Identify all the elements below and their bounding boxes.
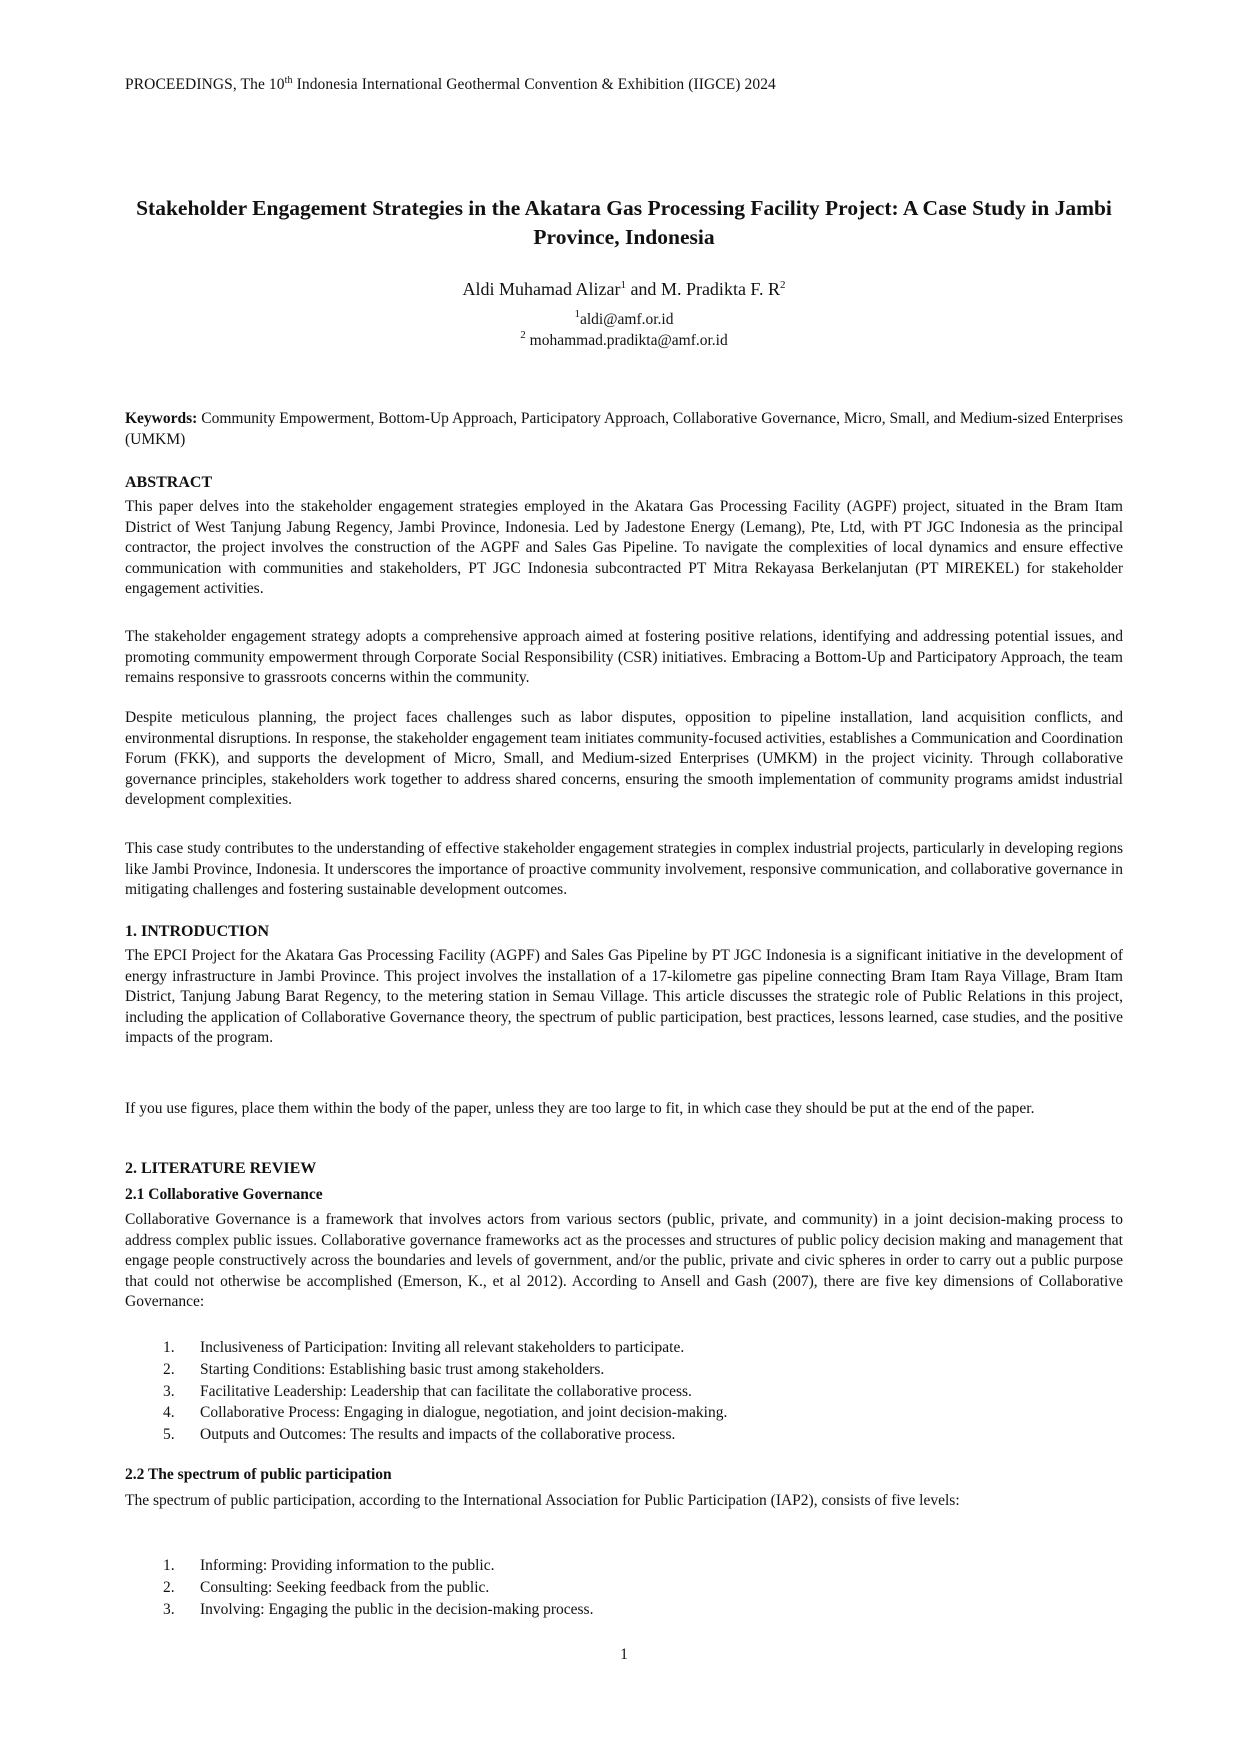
list-item-text: Inclusiveness of Participation: Inviting all relevant stakeholders to participate.	[200, 1339, 685, 1356]
collaborative-governance-paragraph: Collaborative Governance is a framework that involves actors from various sectors (public, private, and community) in a joint decision-making process to address complex public issues. Collaborative governance frameworks act as the processes and structures of public policy decision making and management that engage people constructively across the boundaries and levels of government, and/or the public, private and civic spheres in order to carry out a public purpose that could not otherwise be accomplished (Emerson, K., et al 2012). According to Ansell and Gash (2007), there are five key dimensions of Collaborative Governance:	[125, 1211, 1123, 1310]
list-item	[125, 1381, 727, 1403]
email-2-sup: 2	[520, 329, 526, 341]
list-item	[125, 1337, 727, 1359]
list-item-text: Starting Conditions: Establishing basic trust among stakeholders.	[200, 1360, 605, 1378]
list-item-number: 5.	[163, 1426, 175, 1444]
email-1-sup: 1	[574, 308, 580, 320]
list-item-text: Consulting: Seeking feedback from the public.	[200, 1578, 490, 1596]
list-item	[125, 1599, 593, 1621]
author-1: Aldi Muhamad Alizar	[462, 279, 621, 299]
list-item-number: 3.	[163, 1382, 175, 1400]
abstract-heading: ABSTRACT	[125, 474, 213, 491]
list-item	[125, 1424, 727, 1446]
email-1-address: aldi@amf.or.id	[580, 311, 674, 328]
list-item-number: 1.	[163, 1557, 175, 1574]
abstract-paragraph-3: Despite meticulous planning, the project faces challenges such as labor disputes, opposition to pipeline installation, land acquisition conflicts, and environmental disruptions. In response, the stakeholder engagement team initiates community-focused activities, establishes a Communication and Coordination Forum (FKK), and supports the development of Micro, Small, and Medium-sized Enterprises (UMKM) in the project vicinity. Through collaborative governance principles, stakeholders work together to address shared concerns, ensuring the smooth implementation of community programs amidst industrial development complexities.	[125, 709, 1123, 808]
authors-line	[125, 279, 1123, 300]
header-prefix: PROCEEDINGS, The 10	[125, 76, 285, 93]
list-item-text: Collaborative Process: Engaging in dialogue, negotiation, and joint decision-making.	[200, 1404, 728, 1422]
proceedings-header	[125, 76, 776, 94]
keywords-label: Keywords:	[125, 410, 198, 427]
list-item-number: 2.	[163, 1360, 175, 1378]
public-participation-paragraph: The spectrum of public participation, according to the International Association for Public Participation (IAP2), consists of five levels:	[125, 1492, 960, 1509]
page-number: 1	[620, 1646, 628, 1663]
author-2-affiliation: 2	[780, 279, 786, 291]
list-item-text: Facilitative Leadership: Leadership that can facilitate the collaborative process.	[200, 1382, 692, 1400]
author-1-affiliation: 1	[620, 279, 626, 291]
list-item	[125, 1402, 727, 1424]
header-suffix: Indonesia International Geothermal Convention & Exhibition (IIGCE) 2024	[292, 76, 776, 93]
introduction-heading: 1. INTRODUCTION	[125, 923, 270, 940]
list-item-text: Outputs and Outcomes: The results and impacts of the collaborative process.	[200, 1426, 676, 1444]
keywords-text: Community Empowerment, Bottom-Up Approach, Participatory Approach, Collaborative Governance, Micro, Small, and Medium-sized Enterprises (UMKM)	[125, 410, 1123, 448]
paper-page	[125, 0, 1123, 1754]
authors-joiner: and	[625, 279, 661, 299]
introduction-paragraph-2: If you use figures, place them within the body of the paper, unless they are too large to fit, in which case they should be put at the end of the paper.	[125, 1100, 1035, 1117]
list-item	[125, 1359, 727, 1381]
participation-levels-list	[125, 1555, 593, 1620]
list-item-text: Involving: Engaging the public in the decision-making process.	[200, 1600, 594, 1618]
abstract-paragraph-2: The stakeholder engagement strategy adopts a comprehensive approach aimed at fostering positive relations, identifying and addressing potential issues, and promoting community empowerment through Corporate Social Responsibility (CSR) initiatives. Embracing a Bottom-Up and Participatory Approach, the team remains responsive to grassroots concerns within the community.	[125, 628, 1123, 686]
list-item	[125, 1577, 593, 1599]
keywords-paragraph	[125, 409, 1123, 450]
public-participation-heading: 2.2 The spectrum of public participation	[125, 1466, 392, 1483]
email-2-address: mohammad.pradikta@amf.or.id	[525, 332, 728, 349]
list-item-number: 1.	[163, 1339, 175, 1356]
collaborative-governance-heading: 2.1 Collaborative Governance	[125, 1186, 323, 1203]
literature-review-heading: 2. LITERATURE REVIEW	[125, 1160, 317, 1177]
header-sup: th	[284, 75, 293, 86]
abstract-paragraph-4: This case study contributes to the understanding of effective stakeholder engagement strategies in complex industrial projects, particularly in developing regions like Jambi Province, Indonesia. It underscores the importance of proactive community involvement, responsive communication, and collaborative governance in mitigating challenges and fostering sustainable development outcomes.	[125, 840, 1123, 898]
introduction-paragraph-1: The EPCI Project for the Akatara Gas Processing Facility (AGPF) and Sales Gas Pipeline by PT JGC Indonesia is a significant initiative in the development of energy infrastructure in Jambi Province. This project involves the installation of a 17-kilometre gas pipeline connecting Bram Itam Raya Village, Bram Itam District, Tanjung Jabung Barat Regency, to the metering station in Semau Village. This article discusses the strategic role of Public Relations in this project, including the application of Collaborative Governance theory, the spectrum of public participation, best practices, lessons learned, case studies, and the positive impacts of the program.	[125, 947, 1123, 1046]
governance-dimensions-list	[125, 1337, 727, 1446]
list-item-number: 4.	[163, 1404, 175, 1422]
list-item-number: 2.	[163, 1578, 175, 1596]
list-item	[125, 1555, 593, 1577]
email-2	[125, 329, 1123, 350]
list-item-number: 3.	[163, 1600, 175, 1618]
abstract-paragraph-1: This paper delves into the stakeholder engagement strategies employed in the Akatara Gas Processing Facility (AGPF) project, situated in the Bram Itam District of West Tanjung Jabung Regency, Jambi Province, Indonesia. Led by Jadestone Energy (Lemang), Pte, Ltd, with PT JGC Indonesia as the principal contractor, the project involves the construction of the AGPF and Sales Gas Pipeline. To navigate the complexities of local dynamics and ensure effective communication with communities and stakeholders, PT JGC Indonesia subcontracted PT Mitra Rekayasa Berkelanjutan (PT MIREKEL) for stakeholder engagement activities.	[125, 498, 1123, 597]
paper-title: Stakeholder Engagement Strategies in the Akatara Gas Processing Facility Project: A Case Study in Jambi Province, Indonesia	[136, 196, 1112, 249]
list-item-text: Informing: Providing information to the public.	[200, 1557, 495, 1574]
author-2: M. Pradikta F. R	[660, 279, 781, 299]
email-1	[125, 308, 1123, 329]
